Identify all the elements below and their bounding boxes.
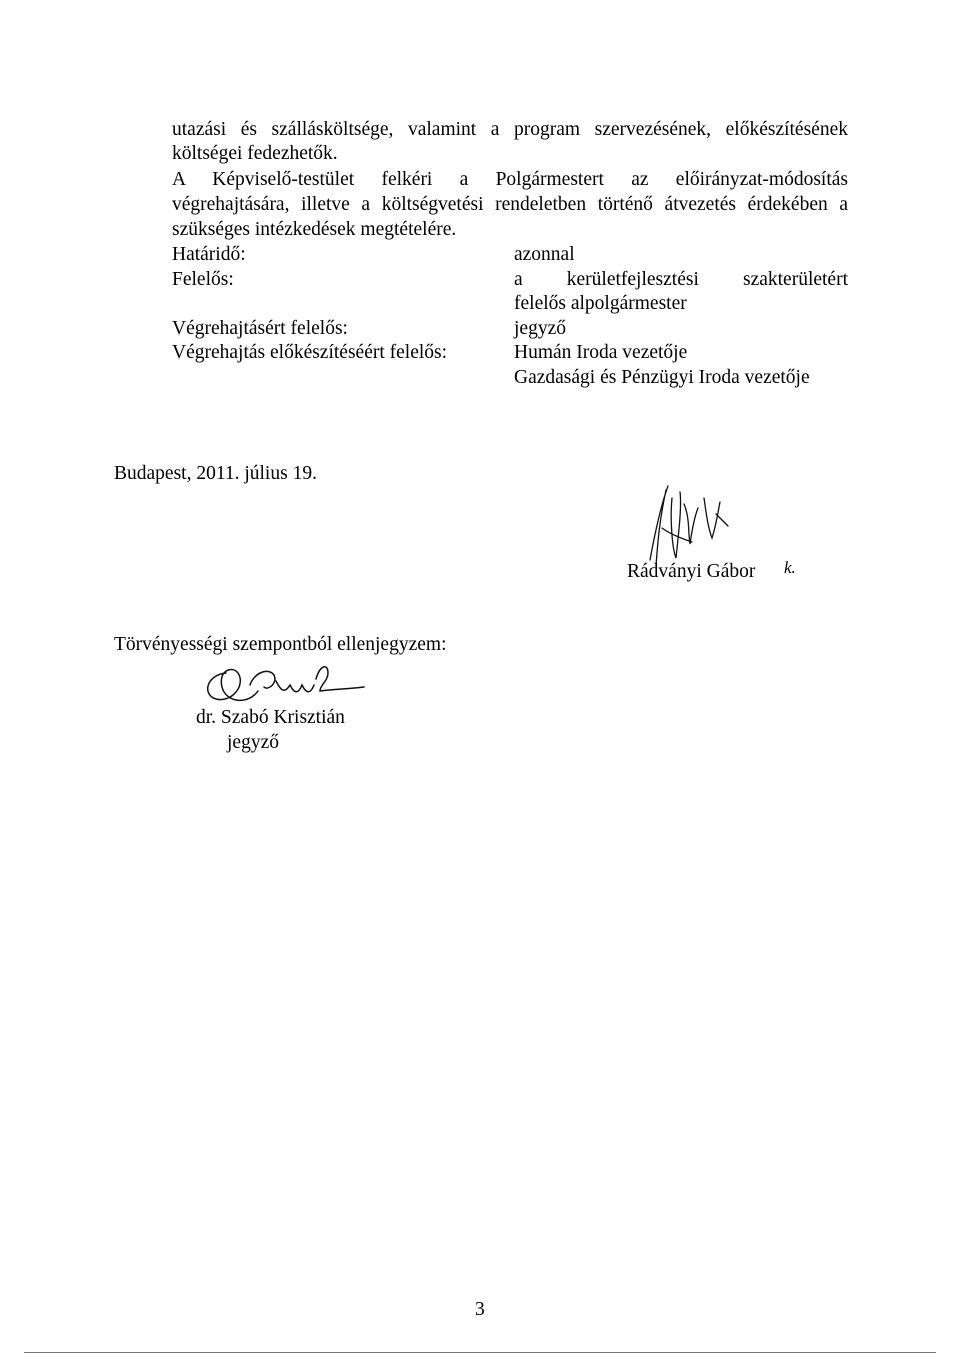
countersigner-name: dr. Szabó Krisztián [196, 707, 345, 728]
preparation-value: Humán Iroda vezetője [514, 342, 688, 363]
execution-label: Végrehajtásért felelős: [172, 318, 348, 339]
body-line: A Képviselő-testület felkéri a Polgármestert az előirányzat-módosítás [172, 169, 848, 190]
deadline-value: azonnal [514, 244, 575, 265]
signatory-name: Rádványi Gábor [627, 561, 756, 582]
page-number: 3 [475, 1299, 485, 1320]
preparation-value: Gazdasági és Pénzügyi Iroda vezetője [514, 367, 810, 388]
body-line: költségei fedezhetők. [172, 143, 338, 164]
scan-edge-line [24, 1352, 936, 1353]
execution-value: jegyző [514, 318, 566, 339]
body-line: szükséges intézkedések megtételére. [172, 219, 457, 240]
responsible-label: Felelős: [172, 269, 234, 290]
responsible-value: felelős alpolgármester [514, 293, 687, 314]
responsible-value: a kerületfejlesztési szakterületért [514, 269, 848, 290]
deadline-label: Határidő: [172, 244, 246, 265]
body-line: végrehajtására, illetve a költségvetési rendeletben történő átvezetés érdekében a [172, 194, 848, 215]
signatory-suffix: k. [784, 558, 796, 577]
countersign-label: Törvényességi szempontból ellenjegyzem: [114, 634, 447, 655]
countersigner-title: jegyző [227, 732, 279, 753]
body-line: utazási és szállásköltsége, valamint a program szervezésének, előkészítésének [172, 119, 848, 140]
preparation-label: Végrehajtás előkészítéséért felelős: [172, 342, 448, 363]
place-date: Budapest, 2011. július 19. [114, 463, 317, 484]
